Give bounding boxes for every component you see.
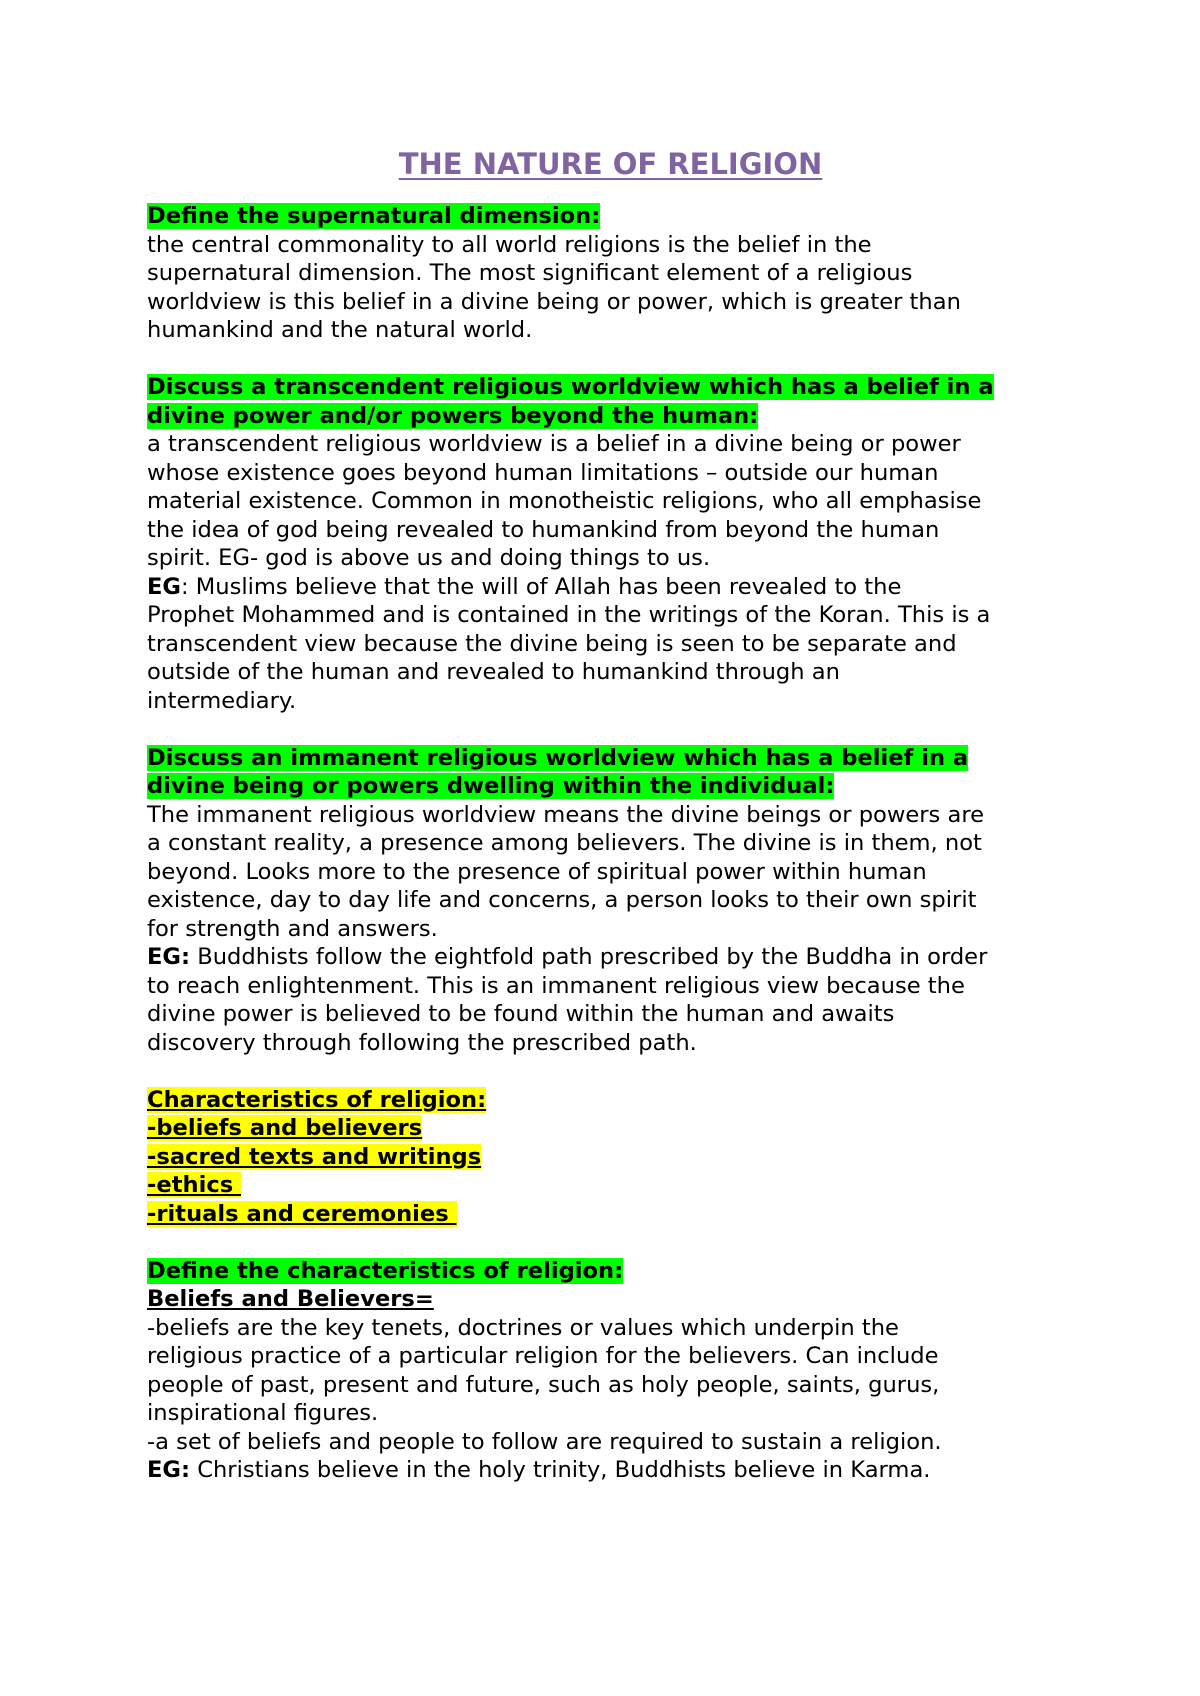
section-define-characteristics — [147, 1257, 1080, 1485]
example-line — [147, 943, 1080, 972]
body-line: inspirational figures. — [147, 1400, 379, 1426]
section-heading: divine power and/or powers beyond the human: — [147, 402, 759, 429]
list-item: -rituals and ceremonies — [147, 1200, 457, 1227]
body-line: discovery through following the prescribed path. — [147, 1029, 697, 1056]
list-item: -ethics — [147, 1172, 242, 1198]
subheading: Beliefs and Believers= — [147, 1286, 434, 1312]
paragraph-gap — [147, 715, 1080, 744]
body-line: humankind and the natural world. — [147, 317, 533, 343]
body-line: the idea of god being revealed to humankind from beyond the human — [147, 516, 940, 543]
list-item: -beliefs and believers — [147, 1115, 423, 1141]
characteristics-heading: Characteristics of religion: — [147, 1086, 487, 1113]
body-line: -a set of beliefs and people to follow are required to sustain a religion. — [147, 1428, 942, 1455]
section-heading: Discuss an immanent religious worldview which has a belief in a — [147, 744, 969, 771]
section-heading: Define the supernatural dimension: — [147, 203, 601, 229]
body-line: intermediary. — [147, 687, 297, 714]
section-heading: divine being or powers dwelling within the individual: — [147, 773, 835, 799]
section-immanent — [147, 744, 1080, 1058]
body-line: a constant reality, a presence among believers. The divine is in them, not — [147, 830, 982, 856]
body-line: worldview is this belief in a divine being or power, which is greater than — [147, 288, 961, 315]
section-transcendent — [147, 373, 1080, 715]
list-item: -sacred texts and writings — [147, 1143, 482, 1170]
characteristics-list — [147, 1086, 1080, 1229]
paragraph-gap — [147, 345, 1080, 374]
body-line: Prophet Mohammed and is contained in the writings of the Koran. This is a — [147, 602, 991, 628]
body-line: people of past, present and future, such as holy people, saints, gurus, — [147, 1371, 940, 1398]
body-line: outside of the human and revealed to humankind through an — [147, 659, 840, 685]
example-line — [147, 1456, 1080, 1485]
body-line: beyond. Looks more to the presence of spiritual power within human — [147, 858, 927, 885]
section-heading: Discuss a transcendent religious worldview which has a belief in a — [147, 374, 994, 400]
example-text: Christians believe in the holy trinity, Buddhists believe in Karma. — [190, 1457, 931, 1483]
page-title: THE NATURE OF RELIGION — [398, 147, 823, 181]
paragraph-gap — [147, 1228, 1080, 1257]
body-line: spirit. EG- god is above us and doing things to us. — [147, 545, 711, 571]
body-line: supernatural dimension. The most significant element of a religious — [147, 260, 913, 286]
example-text: Buddhists follow the eightfold path prescribed by the Buddha in order — [190, 944, 988, 970]
example-label: EG: — [147, 944, 191, 970]
body-line: divine power is believed to be found within the human and awaits — [147, 1001, 895, 1027]
body-line: -beliefs are the key tenets, doctrines or values which underpin the — [147, 1314, 899, 1341]
example-line — [147, 573, 1080, 602]
example-text: : Muslims believe that the will of Allah has been revealed to the — [180, 573, 902, 600]
body-line: a transcendent religious worldview is a belief in a divine being or power — [147, 431, 961, 457]
body-line: religious practice of a particular religion for the believers. Can include — [147, 1343, 939, 1369]
section-heading: Define the characteristics of religion: — [147, 1257, 624, 1284]
body-line: transcendent view because the divine being is seen to be separate and — [147, 630, 957, 657]
example-label: EG: — [147, 1457, 191, 1483]
section-supernatural — [147, 202, 1080, 345]
body-line: whose existence goes beyond human limitations – outside our human — [147, 459, 939, 486]
body-line: existence, day to day life and concerns, a person looks to their own spirit — [147, 887, 977, 913]
body-line: the central commonality to all world religions is the belief in the — [147, 231, 872, 258]
body-line: The immanent religious worldview means the divine beings or powers are — [147, 801, 985, 828]
paragraph-gap — [147, 1057, 1080, 1086]
body-line: material existence. Common in monotheistic religions, who all emphasise — [147, 488, 982, 514]
body-line: to reach enlightenment. This is an immanent religious view because the — [147, 972, 965, 999]
body-line: for strength and answers. — [147, 915, 438, 942]
document-body — [147, 202, 1080, 1485]
example-label: EG — [147, 573, 181, 600]
